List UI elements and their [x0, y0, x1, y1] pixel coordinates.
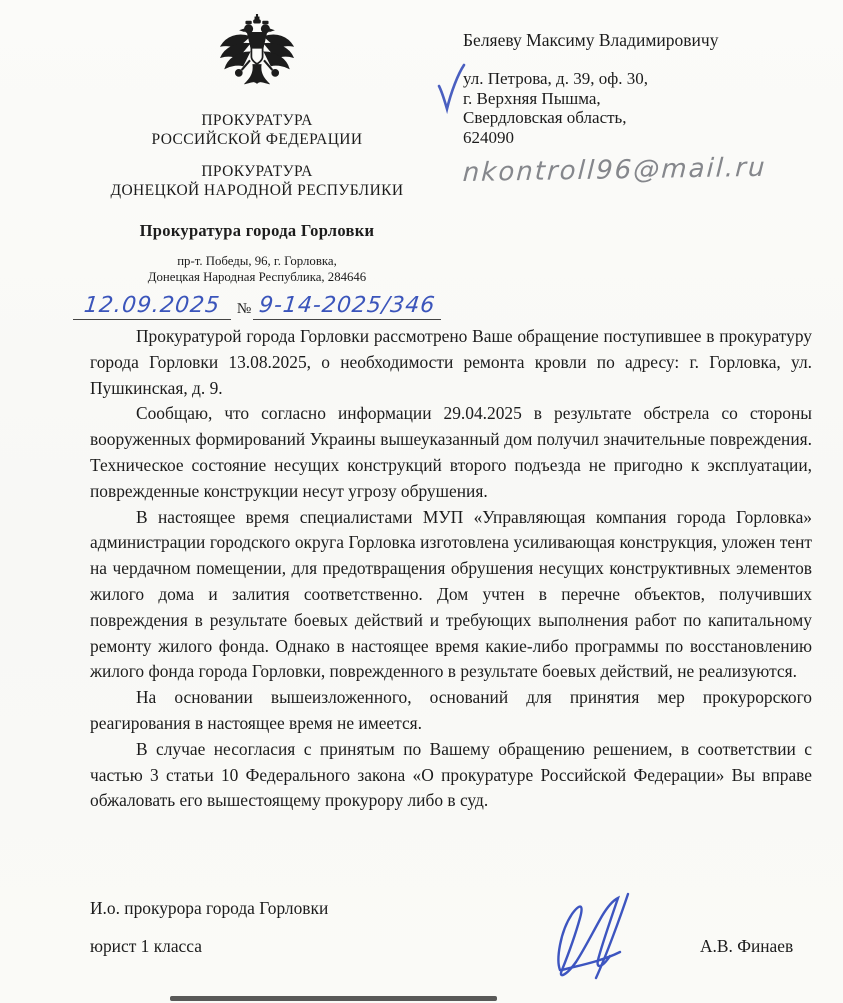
office-address [72, 253, 442, 285]
recipient-address-line: г. Верхняя Пышма, [463, 88, 601, 108]
handwritten-email: nkontroll96@mail.ru [462, 152, 768, 189]
org-line: РОССИЙСКОЙ ФЕДЕРАЦИИ [151, 131, 363, 148]
recipient-block [462, 30, 813, 189]
handwritten-number: 9-14-2025/346 [257, 293, 437, 318]
org-name-federation [72, 111, 442, 149]
office-title: Прокуратура города Горловки [139, 221, 375, 240]
letter-body [90, 324, 812, 814]
date-field [73, 294, 231, 320]
handwritten-date: 12.09.2025 [82, 293, 222, 318]
number-sign-label: № [236, 301, 252, 317]
letterhead [72, 10, 442, 320]
checkmark-icon [436, 62, 466, 114]
recipient-address-line: Свердловская область, [463, 108, 627, 127]
body-paragraph: Сообщаю, что согласно информации 29.04.2025 в результате обстрела со стороны вооруженных формирований Украины вышеуказанный дом получил значительные повреждения. Техническое состояние несущих конструкций второго подъезда не пригодно к эксплуатации, поврежденные конструкции несут угрозу обрушения. [90, 403, 812, 501]
office-address-line: пр-т. Победы, 96, г. Горловка, [177, 254, 337, 268]
date-and-number-line [72, 294, 442, 320]
org-line: ДОНЕЦКОЙ НАРОДНОЙ РЕСПУБЛИКИ [110, 182, 404, 199]
office-address-line: Донецкая Народная Республика, 284646 [147, 270, 367, 284]
org-line: ПРОКУРАТУРА [201, 112, 313, 129]
number-field [253, 294, 441, 320]
coat-of-arms-eagle-icon [215, 14, 299, 94]
recipient-address-line: ул. Петрова, д. 39, оф. 30, [463, 69, 648, 88]
org-line: ПРОКУРАТУРА [201, 163, 313, 180]
recipient-address-line: 624090 [463, 127, 514, 147]
body-paragraph: Прокуратурой города Горловки рассмотрено Ваше обращение поступившее в прокуратуру города Горловки 13.08.2025, о необходимости ремонта кровли по адресу: г. Горловка, ул. Пушкинская, д. 9. [90, 326, 812, 398]
signer-name: А.В. Финаев [700, 936, 794, 956]
recipient-address [463, 69, 813, 147]
body-paragraph: В случае несогласия с принятым по Вашему обращению решением, в соответствии с частью 3 статьи 10 Федерального закона «О прокуратуре Российской Федерации» Вы вправе обжаловать его вышестоящему прокурору либо в суд. [90, 738, 812, 811]
body-paragraph: На основании вышеизложенного, оснований для принятия мер прокурорского реагирования в настоящее время не имеется. [90, 687, 812, 733]
handwritten-signature [532, 882, 662, 987]
org-name-republic [72, 162, 442, 200]
signer-position-line1: И.о. прокурора города Горловки [90, 898, 329, 918]
recipient-name: Беляеву Максиму Владимировичу [463, 30, 719, 50]
body-paragraph: В настоящее время специалистами МУП «Управляющая компания города Горловка» администрации городского округа Горловка изготовлена усиливающая конструкция, уложен тент на чердачном помещении, для предотвращения обрушения несущих конструктивных элементов жилого дома и залития соответственно. Дом учтен в перечне объектов, получивших повреждения в результате боевых действий и требующих выполнения работ по капитальному ремонту жилого фонда. Однако в настоящее время какие-либо программы по восстановлению жилого фонда города Горловки, поврежденного в результате боевых действий, не реализуются. [90, 506, 812, 682]
signer-position-line2: юрист 1 класса [90, 936, 202, 956]
scan-artifact-bar [170, 996, 497, 1001]
